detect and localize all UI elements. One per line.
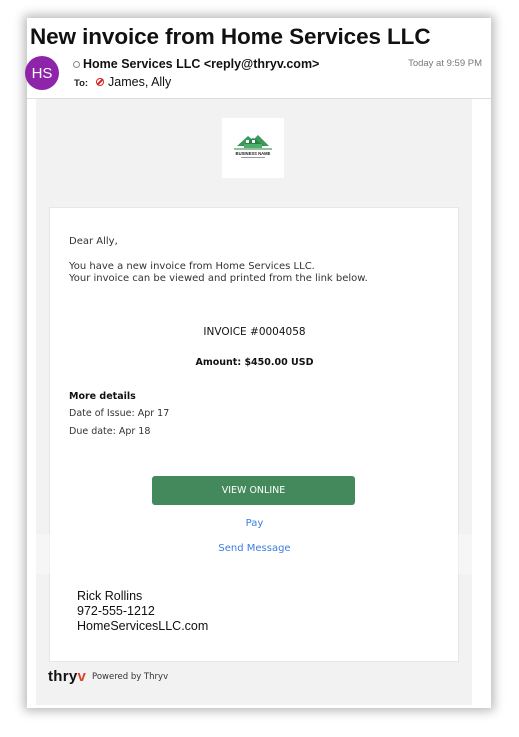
email-timestamp: Today at 9:59 PM <box>408 58 482 69</box>
signature-website: HomeServicesLLC.com <box>77 619 209 633</box>
greeting: Dear Ally, <box>69 236 118 247</box>
date-of-issue: Date of Issue: Apr 17 <box>69 408 170 419</box>
pay-link[interactable]: Pay <box>245 518 264 529</box>
recipients[interactable]: James, Ally <box>108 75 172 89</box>
view-online-button[interactable]: VIEW ONLINE <box>152 476 355 505</box>
logo-text: BUSINESS NAME <box>235 151 271 156</box>
more-details-heading: More details <box>69 391 136 402</box>
read-status-icon <box>73 61 80 68</box>
powered-by-text: Powered by Thryv <box>92 672 169 682</box>
thryv-logo[interactable] <box>48 668 86 685</box>
intro-line-1: You have a new invoice from Home Services LLC. <box>69 261 315 272</box>
intro-line-2: Your invoice can be viewed and printed from the link below. <box>69 273 368 284</box>
to-label: To: <box>74 78 89 89</box>
email-subject: New invoice from Home Services LLC <box>30 24 431 49</box>
business-logo <box>222 118 284 178</box>
invoice-number: INVOICE #0004058 <box>203 326 306 338</box>
sender-avatar[interactable]: HS <box>25 56 59 90</box>
thryv-logo-accent: v <box>77 668 87 685</box>
house-logo-icon <box>222 118 284 178</box>
sender-address[interactable]: Home Services LLC <reply@thryv.com> <box>83 57 320 71</box>
send-message-link[interactable]: Send Message <box>218 543 291 554</box>
thryv-logo-text: thry <box>48 668 78 685</box>
screenshot-seam <box>27 534 491 574</box>
signature-name: Rick Rollins <box>77 589 143 603</box>
signature-phone: 972-555-1212 <box>77 604 155 618</box>
invoice-amount: Amount: $450.00 USD <box>195 357 314 368</box>
blocked-icon <box>96 78 104 86</box>
due-date: Due date: Apr 18 <box>69 426 151 437</box>
